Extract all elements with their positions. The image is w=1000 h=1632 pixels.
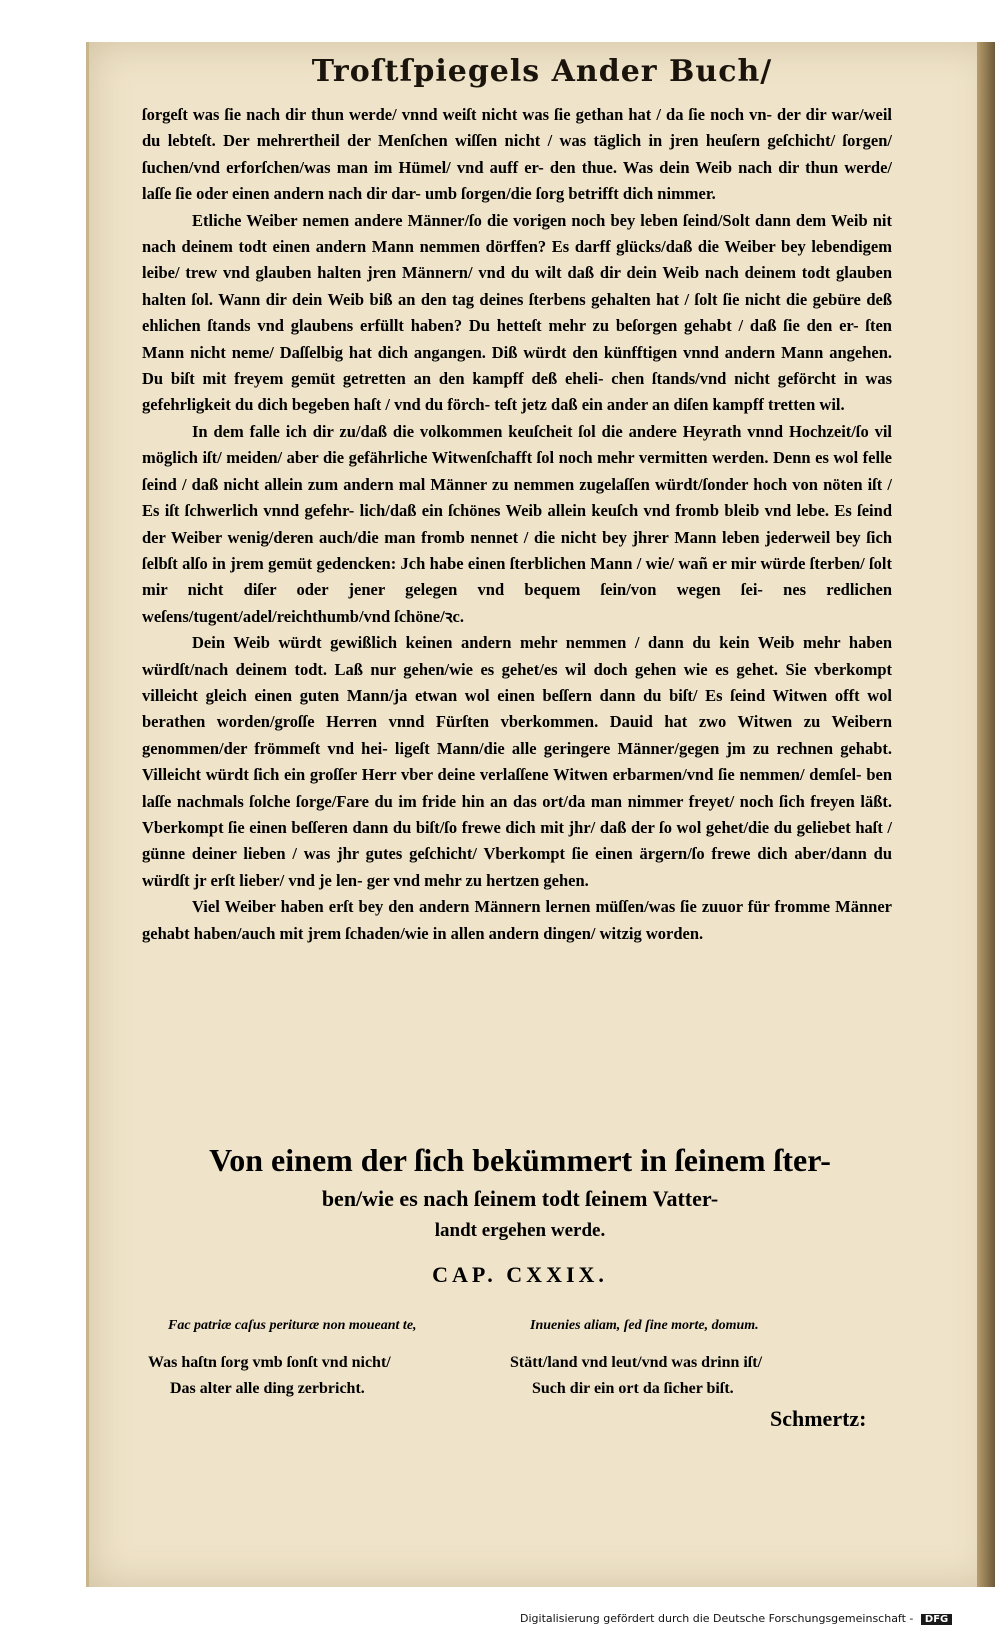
digitization-credit: [520, 1612, 952, 1625]
verse-line: Stätt/land vnd leut/vnd was drinn iſt/: [510, 1354, 763, 1371]
paragraph: In dem falle ich dir zu/daß die volkommen keuſcheit ſol die andere Heyrath vnnd Hochzeit/ſo vil möglich iſt/ meiden/ aber die gefährliche Witwenſchafft ſol noch mehr vermitten werden. Denn es wol felle ſeind / daß nicht allein zum andern mal Männer zu nemmen zugelaſſen würdt/ſonder hoch von nöten iſt / Es iſt ſchwerlich vnnd gefehr- lich/daß ein ſchönes Weib allein keuſch vnd fromb bleib vnd lebe. Es ſeind der Weiber wenig/deren auch/die man fromb nennet / die nicht bey jhrer Mann leben jederweil bey ſich ſelbſt alſo in jrem gemüt gedencken: Jch habe einen ſterblichen Mann / wie/ wañ er mir würde ſterben/ ſolt mir nicht diſer oder jener gelegen vnd bequem ſein/von wegen ſei- nes redlichen weſens/tugent/adel/reichthumb/vnd ſchöne/ꝛc.: [142, 421, 892, 626]
chapter-number: CAP. CXXIX.: [432, 1262, 608, 1287]
verse-line: Das alter alle ding zerbricht.: [170, 1380, 365, 1397]
german-verse-right: [510, 1350, 762, 1402]
verse-line: Such dir ein ort da ſicher biſt.: [532, 1380, 734, 1397]
catchword: Schmertz:: [770, 1406, 867, 1431]
paragraph: Viel Weiber haben erſt bey den andern Männern lernen müſſen/was ſie zuuor für fromme Männer gehabt haben/auch mit jrem ſchaden/wie in allen andern dingen/ witzig worden.: [142, 897, 892, 943]
chapter-heading: [150, 1138, 890, 1246]
german-verse-left: [148, 1350, 391, 1402]
verse-line: Was haſtn ſorg vmb ſonſt vnd nicht/: [148, 1354, 391, 1371]
chapter-heading-line: ben/wie es nach ſeinem todt ſeinem Vatter-: [321, 1186, 719, 1211]
dfg-logo: DFG: [921, 1614, 952, 1625]
latin-verse-right: Inuenies aliam, ſed ſine morte, domum.: [530, 1318, 759, 1333]
chapter-heading-line: Von einem der ſich bekümmert in ſeinem ſter-: [209, 1142, 831, 1178]
credit-text: Digitalisierung gefördert durch die Deutsche Forschungsgemeinschaft -: [520, 1612, 914, 1625]
paragraph: Dein Weib würdt gewißlich keinen andern mehr nemmen / dann du kein Weib mehr haben würdſt/nach deinem todt. Laß nur gehen/wie es gehet/es wil doch gehen wie es gehet. Sie vberkompt villeicht gleich einen guten Mann/ja etwan wol einen beſſern dann du biſt/ Es ſeind Witwen offt wol berathen worden/groſſe Herren vnnd Fürſten vberkommen. Dauid hat zwo Witwen zu Weibern genommen/der frömmeſt vnd hei- ligeſt Mann/die alle geringere Männer/gegen jm zu rechnen gehabt. Villeicht würdt ſich ein groſſer Herr vber deine verlaſſene Witwen erbarmen/vnd ſie nemmen/ demſel- ben laſſe nachmals ſolche ſorge/Fare du im fride hin an das ort/da man nimmer freyet/ noch ſich freyen läßt. Vberkompt ſie einen beſſeren dann du biſt/ſo frewe dich mit jhr/ daß der ſo wol gehet/die du geliebet haſt / günne deiner lieben / was jhr gutes geſchicht/ Vberkompt ſie einen ärgern/ſo frewe dich aber/dann du würdſt jr erſt lieber/ vnd je len- ger vnd mehr zu hertzen gehen.: [142, 633, 892, 890]
book-spine: [977, 42, 995, 1587]
paragraph: ſorgeſt was ſie nach dir thun werde/ vnnd weiſt nicht was ſie gethan hat / da ſie noch vn- der dir war/weil du lebteſt. Der mehrertheil der Menſchen wiſſen nicht / was täglich in jren heuſern geſchicht/ ſorgen/ſuchen/vnd erforſchen/was man im Hümel/ vnd auff er- den thue. Was dein Weib nach dir thun werde/ laſſe ſie oder einen andern nach dir dar- umb ſorgen/die ſorg betrifft dich nimmer.: [142, 105, 892, 204]
latin-verse-left: Fac patriæ caſus perituræ non moueant te,: [168, 1318, 417, 1333]
running-title: Troſtſpiegels Ander Buch/: [311, 54, 773, 89]
body-text: [142, 102, 892, 947]
chapter-heading-line: landt ergehen werde.: [434, 1220, 606, 1241]
paragraph: Etliche Weiber nemen andere Männer/ſo die vorigen noch bey leben ſeind/Solt dann dem Weib nit nach deinem todt einen andern Mann nemmen dörffen? Es darff glücks/daß die Weiber bey lebendigem leibe/ trew vnd glauben halten jren Männern/ vnd du wilt daß dir dein Weib nach deinem todt glauben halten ſol. Wann dir dein Weib biß an den tag deines ſterbens gehalten hat / ſolt ſie nicht die gebüre deß ehlichen ſtands vnd glaubens erfüllt haben? Du hetteſt mehr zu beſorgen gehabt / daß ſie den er- ſten Mann nicht neme/ Daſſelbig hat dich angangen. Diß würdt den künfftigen vnnd andern Mann angehen. Du biſt mit freyem gemüt getretten an den kampff deß eheli- chen ſtands/vnd nicht geförcht in was gefehrligkeit du dich begeben haſt / vnd du förch- teſt jetz daß ein ander an diſen kampff tretten wil.: [142, 210, 892, 415]
